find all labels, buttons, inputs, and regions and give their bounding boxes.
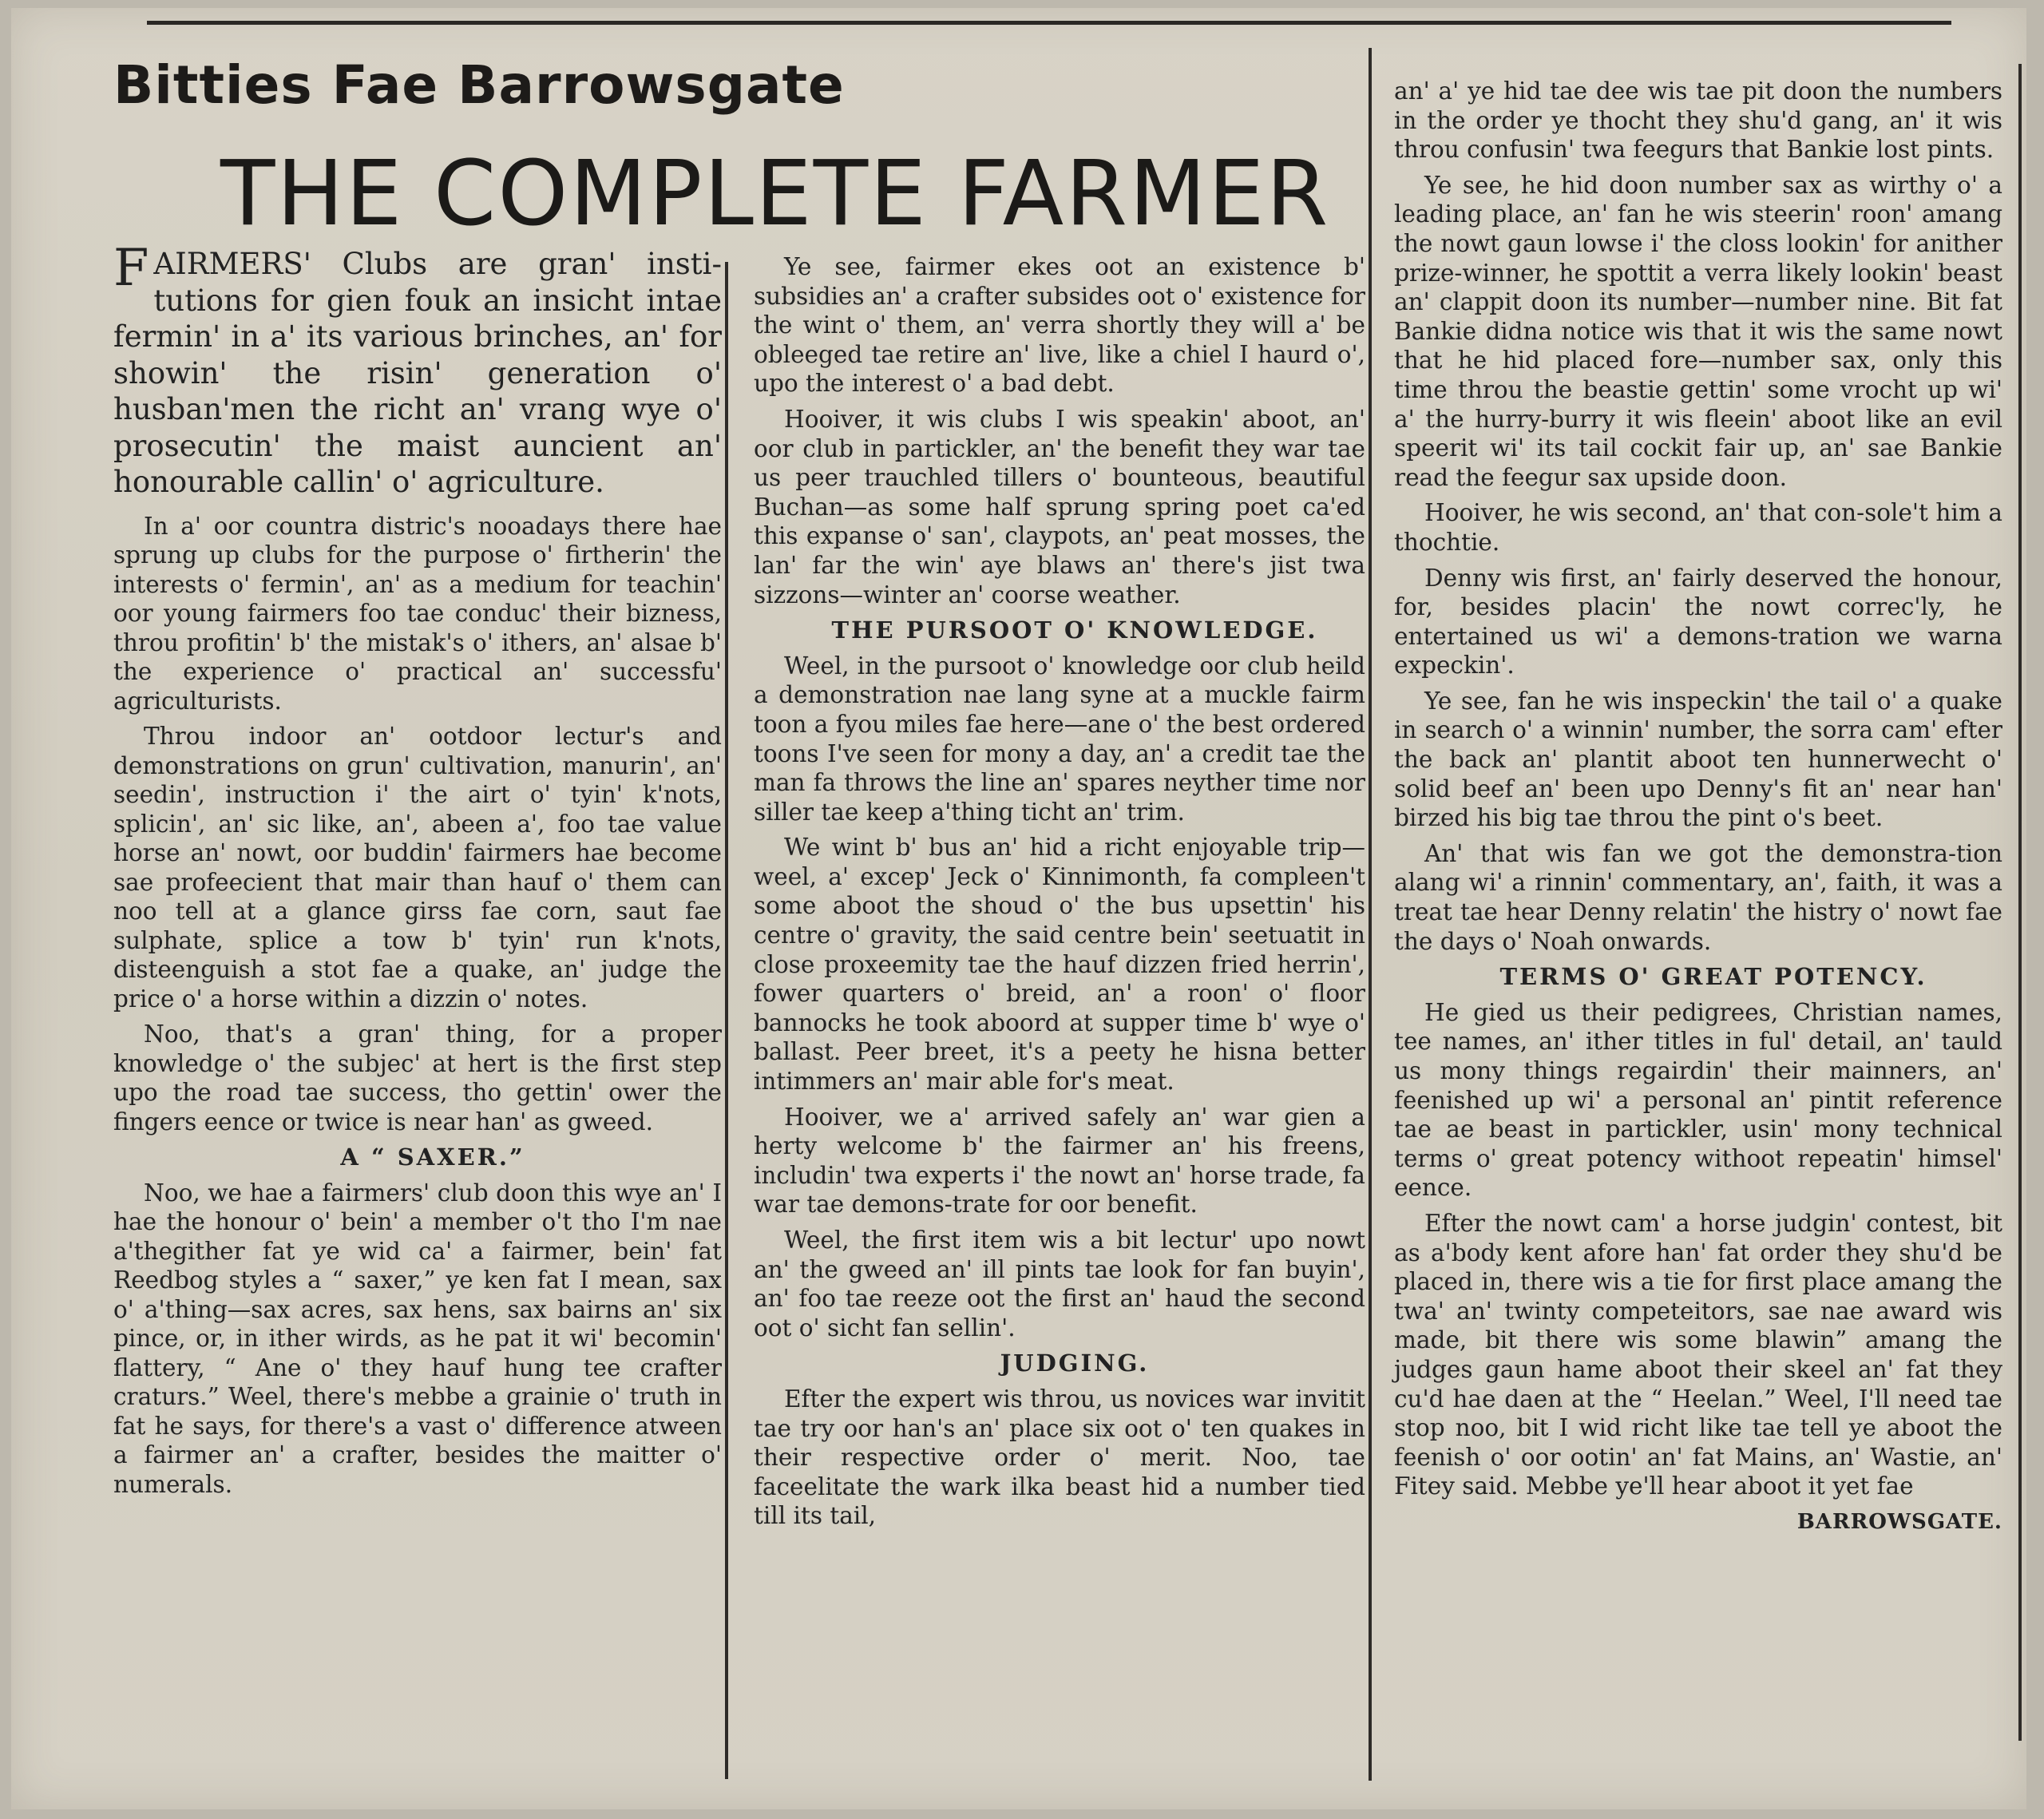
paragraph: Throu indoor an' ootdoor lectur's and demonstrations on grun' cultivation, manurin', an' seedin', instruction i' the airt o' tyin' k'nots, splicin', an' sic like, an', abeen a', foo tae value horse an' nowt, oor buddin' fairmers hae become sae profeecient that mair than hauf o' them can noo tell at a glance girss fae corn, saut fae sulphate, splice a tow b' tyin' run k'nots, disteenguish a stot fae a quake, an' judge the price o' a horse within a dizzin o' notes. [113, 723, 722, 1013]
top-rule [147, 21, 1951, 25]
newspaper-clipping [11, 8, 2026, 1809]
paragraph: an' a' ye hid tae dee wis tae pit doon the numbers in the order ye thocht they shu'd gang, an' it wis throu confusin' twa feegurs that Bankie lost pints. [1394, 77, 2002, 164]
subheading-terms: TERMS O' GREAT POTENCY. [1499, 963, 1927, 991]
column-kicker: Bitties Fae Barrowsgate [113, 54, 845, 116]
paragraph: Efter the expert wis throu, us novices war invitit tae try oor han's an' place six oot o' ten quakes in their respective order o' merit. Noo, tae faceelitate the wark ilka beast hid a number tied till its tail, [754, 1385, 1365, 1530]
author-signature: BARROWSGATE. [1796, 1509, 2002, 1534]
paragraph: Denny wis first, an' fairly deserved the honour, for, besides placin' the nowt correc'ly, he entertained us wi' a demons-tration we warna expeckin'. [1394, 564, 2002, 680]
paragraph: Hooiver, he wis second, an' that con-sole't him a thochtie. [1394, 499, 2002, 556]
lead-paragraph [113, 239, 722, 501]
paragraph: In a' oor countra distric's nooadays there hae sprung up clubs for the purpose o' firtherin' the interests o' fermin', an' as a medium for teachin' oor young fairmers foo tae conduc' their bizness, throu profitin' b' the mistak's o' ithers, an' alsae b' the experience o' practical an' successfu' agriculturists. [113, 512, 722, 715]
column-rule-1 [725, 262, 728, 1779]
lead-text: AIRMERS' Clubs are gran' insti-tutions for gien fouk an insicht intae fermin' in a' its various brinches, an' for showin' the risin' generation o' husban'men the richt an' vrang wye o' prosecutin' the maist auncient an' honourable callin' o' agriculture. [113, 247, 722, 499]
subheading-pursoot: THE PURSOOT O' KNOWLEDGE. [831, 616, 1318, 644]
paragraph: Hooiver, we a' arrived safely an' war gien a herty welcome b' the fairmer an' his freens, includin' twa experts i' the nowt an' horse trade, fa war tae demons-trate for oor benefit. [754, 1103, 1365, 1219]
subheading-judging: JUDGING. [1000, 1349, 1150, 1377]
paragraph: Weel, the first item wis a bit lectur' upo nowt an' the gweed an' ill pints tae look for fan buyin', an' foo tae reeze oot the first an' haud the second oot o' sicht fan sellin'. [754, 1227, 1365, 1341]
paragraph: Noo, we hae a fairmers' club doon this wye an' I hae the honour o' bein' a member o't tho I'm nae a'thegither fat ye wid ca' a fairmer, bein' fat Reedbog styles a “ saxer,” ye ken fat I mean, sax o' a'thing—sax acres, sax hens, sax bairns an' six pince, or, in ither wirds, as he pat it wi' becomin' flattery, “ Ane o' they hauf hung tee crafter craturs.” Weel, there's mebbe a grainie o' truth in fat he says, for there's a vast o' difference atween a fairmer an' a crafter, besides the maitter o' numerals. [113, 1179, 722, 1498]
paragraph: Ye see, fairmer ekes oot an existence b' subsidies an' a crafter subsides oot o' existence for the wint o' them, an' verra shortly they will a' be obleeged tae retire an' live, like a chiel I haurd o', upo the interest o' a bad debt. [754, 253, 1365, 398]
column-3 [1394, 77, 2002, 1544]
drop-cap: F [113, 239, 149, 298]
paragraph: Efter the nowt cam' a horse judgin' contest, bit as a'body kent afore han' fat order they shu'd be placed in, there wis a tie for first place amang the twa' an' twinty competeitors, sae nae award wis made, bit there wis some blawin” amang the judges gaun hame aboot their skeel an' fat they cu'd hae daen at the “ Heelan.” Weel, I'll need tae stop noo, bit I wid richt like tae tell ye aboot the feenish o' oor ootin' an' fat Mains, an' Wastie, an' Fitey said. Mebbe ye'll hear aboot it yet fae [1394, 1209, 2002, 1500]
paragraph: We wint b' bus an' hid a richt enjoyable trip—weel, a' excep' Jeck o' Kinnimonth, fa compleen't some aboot the shoud o' the bus upsettin' his centre o' gravity, the said centre bein' seetuatit in close proxeemity tae the hauf dizzen fried herrin', fower quarters o' breid, an' a roon' o' floor bannocks he took aboord at supper time b' wye o' ballast. Peer breet, it's a peety he hisna better intimmers an' mair able for's meat. [754, 834, 1365, 1096]
column-1 [113, 239, 722, 1505]
subheading-saxer: A “ SAXER.” [340, 1143, 525, 1171]
paragraph: Ye see, he hid doon number sax as wirthy o' a leading place, an' fan he wis steerin' roon' amang the nowt gaun lowse i' the closs lookin' for anither prize-winner, he spottit a verra likely lookin' beast an' clappit doon its number—number nine. Bit fat Bankie didna notice wis that it wis the same nowt that he hid placed fore—number sax, only this time throu the beastie gettin' some vrocht up wi' a' the hurry-burry it wis fleein' aboot like an evil speerit wi' its tail cockit fair up, an' sae Bankie read the feegur sax upside doon. [1394, 171, 2002, 491]
column-2 [754, 252, 1365, 1537]
column-rule-2 [1369, 48, 1372, 1781]
paragraph: An' that wis fan we got the demonstra-tion alang wi' a rinnin' commentary, an', faith, it was a treat tae hear Denny relatin' the histry o' nowt fae the days o' Noah onwards. [1394, 839, 2002, 955]
paragraph: Hooiver, it wis clubs I wis speakin' aboot, an' oor club in partickler, an' the benefit they war tae us peer trauchled tillers o' bounteous, beautiful Buchan—as some half sprung spring poet ca'ed this expanse o' san', claypots, an' peat mosses, the lan' far the win' aye blaws an' there's jist twa sizzons—winter an' coorse weather. [754, 405, 1365, 608]
paragraph: He gied us their pedigrees, Christian names, tee names, an' ither titles in ful' detail, an' tauld us mony things regairdin' their mainners, an' feenished up wi' a personal an' pintit reference tae ae beast in partickler, usin' mony technical terms o' great potency withoot repeatin' himsel' eence. [1394, 998, 2002, 1202]
paragraph: Noo, that's a gran' thing, for a proper knowledge o' the subjec' at hert is the first step upo the road tae success, tho gettin' ower the fingers eence or twice is near han' as gweed. [113, 1020, 722, 1135]
paragraph: Ye see, fan he wis inspeckin' the tail o' a quake in search o' a winnin' number, the sorra cam' efter the back an' plantit aboot ten hunnerwecht o' solid beef an' been upo Denny's fit an' near han' birzed his big tae throu the pint o's beet. [1394, 687, 2002, 832]
edge-rule [2018, 64, 2022, 1741]
headline: THE COMPLETE FARMER [220, 142, 1330, 246]
paragraph: Weel, in the pursoot o' knowledge oor club heild a demonstration nae lang syne at a muckle fairm toon a fyou miles fae here—ane o' the best ordered toons I've seen for mony a day, an' a credit tae the man fa throws the line an' spares neyther time nor siller tae keep a'thing ticht an' trim. [754, 652, 1365, 826]
